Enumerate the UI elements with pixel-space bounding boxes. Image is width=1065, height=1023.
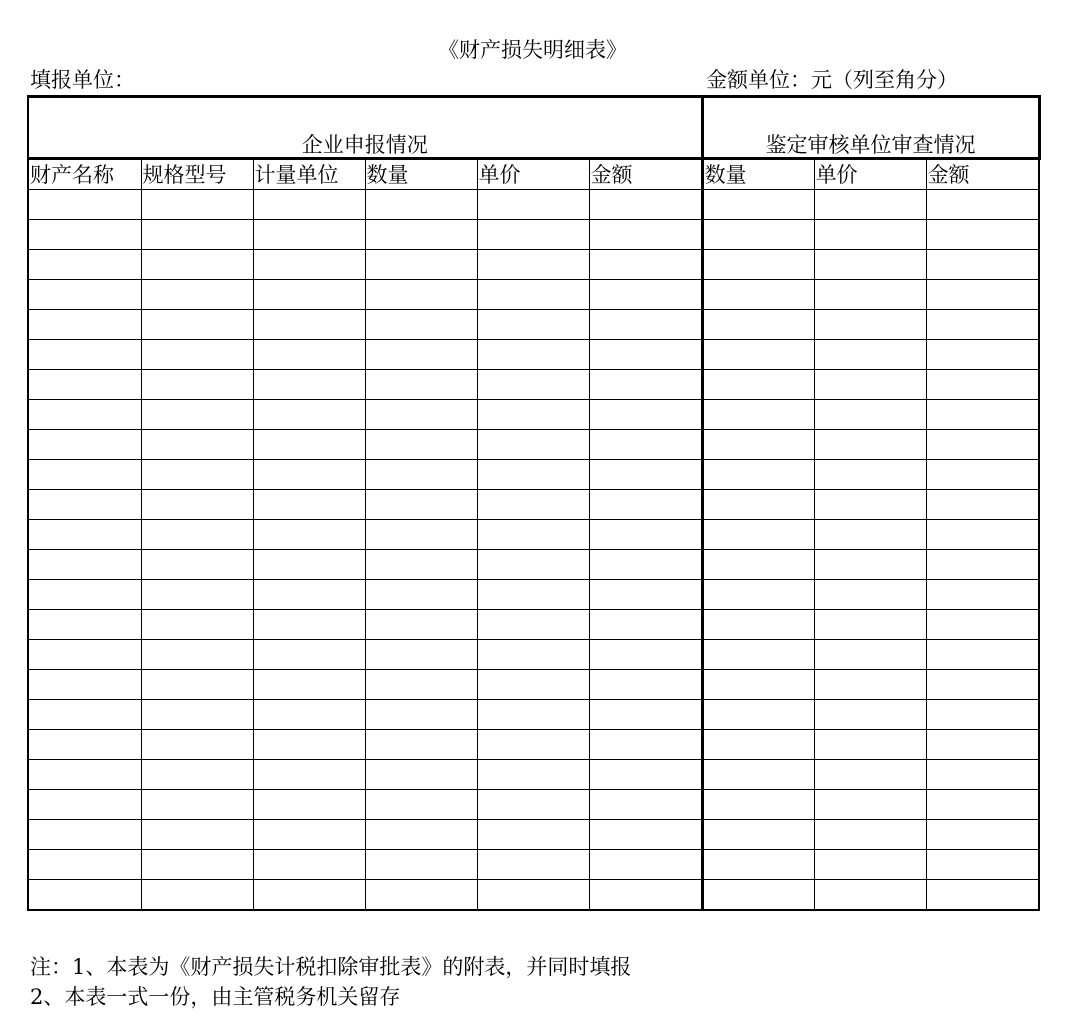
table-cell[interactable] bbox=[28, 250, 141, 280]
table-cell[interactable] bbox=[702, 850, 814, 880]
table-cell[interactable] bbox=[141, 580, 253, 610]
table-cell[interactable] bbox=[926, 460, 1039, 490]
table-cell[interactable] bbox=[141, 730, 253, 760]
table-cell[interactable] bbox=[141, 310, 253, 340]
table-cell[interactable] bbox=[589, 310, 702, 340]
table-cell[interactable] bbox=[253, 760, 365, 790]
table-cell[interactable] bbox=[253, 790, 365, 820]
table-cell[interactable] bbox=[28, 310, 141, 340]
table-row bbox=[28, 790, 1039, 820]
table-cell[interactable] bbox=[814, 550, 926, 580]
table-cell[interactable] bbox=[28, 670, 141, 700]
footnotes bbox=[30, 952, 631, 1012]
table-row bbox=[28, 550, 1039, 580]
table-cell[interactable] bbox=[365, 310, 477, 340]
table-cell[interactable] bbox=[477, 520, 589, 550]
table-cell[interactable] bbox=[702, 730, 814, 760]
table-cell[interactable] bbox=[702, 610, 814, 640]
table-cell[interactable] bbox=[28, 490, 141, 520]
table-cell[interactable] bbox=[253, 430, 365, 460]
table-cell[interactable] bbox=[926, 850, 1039, 880]
table-cell[interactable] bbox=[141, 280, 253, 310]
table-cell[interactable] bbox=[702, 250, 814, 280]
column-header-amount: 金额 bbox=[589, 159, 702, 190]
table-cell[interactable] bbox=[28, 280, 141, 310]
table-cell[interactable] bbox=[253, 640, 365, 670]
table-cell[interactable] bbox=[253, 310, 365, 340]
table-cell[interactable] bbox=[702, 370, 814, 400]
table-cell[interactable] bbox=[926, 760, 1039, 790]
table-cell[interactable] bbox=[814, 490, 926, 520]
table-cell[interactable] bbox=[814, 850, 926, 880]
table-cell[interactable] bbox=[589, 610, 702, 640]
table-cell[interactable] bbox=[589, 640, 702, 670]
table-row bbox=[28, 220, 1039, 250]
column-header-unit: 计量单位 bbox=[253, 159, 365, 190]
table-cell[interactable] bbox=[702, 400, 814, 430]
table-cell[interactable] bbox=[28, 760, 141, 790]
table-cell[interactable] bbox=[589, 220, 702, 250]
table-cell[interactable] bbox=[589, 340, 702, 370]
table-cell[interactable] bbox=[589, 370, 702, 400]
table-cell[interactable] bbox=[589, 460, 702, 490]
table-cell[interactable] bbox=[702, 700, 814, 730]
column-header-spec-model: 规格型号 bbox=[141, 159, 253, 190]
table-cell[interactable] bbox=[253, 190, 365, 220]
table-cell[interactable] bbox=[702, 190, 814, 220]
table-cell[interactable] bbox=[702, 460, 814, 490]
table-cell[interactable] bbox=[814, 520, 926, 550]
table-cell[interactable] bbox=[702, 880, 814, 911]
column-header-quantity: 数量 bbox=[365, 159, 477, 190]
table-cell[interactable] bbox=[141, 370, 253, 400]
table-cell[interactable] bbox=[365, 790, 477, 820]
table-cell[interactable] bbox=[477, 310, 589, 340]
table-cell[interactable] bbox=[253, 460, 365, 490]
table-cell[interactable] bbox=[814, 760, 926, 790]
table-cell[interactable] bbox=[28, 340, 141, 370]
table-row bbox=[28, 640, 1039, 670]
table-cell[interactable] bbox=[28, 190, 141, 220]
group-header-enterprise: 企业申报情况 bbox=[28, 97, 702, 159]
table-cell[interactable] bbox=[814, 580, 926, 610]
table-row bbox=[28, 850, 1039, 880]
table-cell[interactable] bbox=[589, 760, 702, 790]
footnote-2: 2、本表一式一份，由主管税务机关留存 bbox=[30, 985, 401, 1009]
table-cell[interactable] bbox=[28, 580, 141, 610]
table-cell[interactable] bbox=[365, 760, 477, 790]
table-cell[interactable] bbox=[589, 550, 702, 580]
table-cell[interactable] bbox=[814, 700, 926, 730]
table-row bbox=[28, 730, 1039, 760]
table-cell[interactable] bbox=[141, 790, 253, 820]
table-cell[interactable] bbox=[926, 340, 1039, 370]
table-row bbox=[28, 700, 1039, 730]
table-cell[interactable] bbox=[477, 340, 589, 370]
table-cell[interactable] bbox=[926, 880, 1039, 911]
table-cell[interactable] bbox=[589, 730, 702, 760]
table-cell[interactable] bbox=[814, 310, 926, 340]
table-cell[interactable] bbox=[477, 220, 589, 250]
table-cell[interactable] bbox=[814, 460, 926, 490]
table-cell[interactable] bbox=[28, 370, 141, 400]
table-cell[interactable] bbox=[926, 790, 1039, 820]
table-cell[interactable] bbox=[926, 520, 1039, 550]
table-cell[interactable] bbox=[365, 430, 477, 460]
amount-unit-label: 金额单位：元（列至角分） bbox=[706, 68, 958, 92]
table-cell[interactable] bbox=[365, 700, 477, 730]
table-cell[interactable] bbox=[28, 700, 141, 730]
table-cell[interactable] bbox=[365, 610, 477, 640]
table-cell[interactable] bbox=[702, 760, 814, 790]
table-cell[interactable] bbox=[814, 400, 926, 430]
table-cell[interactable] bbox=[814, 730, 926, 760]
table-cell[interactable] bbox=[589, 490, 702, 520]
table-cell[interactable] bbox=[814, 280, 926, 310]
table-cell[interactable] bbox=[477, 460, 589, 490]
table-cell[interactable] bbox=[477, 850, 589, 880]
table-cell[interactable] bbox=[702, 550, 814, 580]
table-cell[interactable] bbox=[814, 880, 926, 911]
table-cell[interactable] bbox=[141, 610, 253, 640]
table-cell[interactable] bbox=[814, 790, 926, 820]
table-row bbox=[28, 250, 1039, 280]
table-cell[interactable] bbox=[477, 820, 589, 850]
table-cell[interactable] bbox=[28, 220, 141, 250]
table-cell[interactable] bbox=[702, 820, 814, 850]
table-cell[interactable] bbox=[814, 610, 926, 640]
table-cell[interactable] bbox=[141, 400, 253, 430]
table-cell[interactable] bbox=[814, 370, 926, 400]
footnote-1: 注：1、本表为《财产损失计税扣除审批表》的附表，并同时填报 bbox=[30, 955, 632, 979]
table-cell[interactable] bbox=[926, 610, 1039, 640]
table-row bbox=[28, 820, 1039, 850]
table-cell[interactable] bbox=[814, 220, 926, 250]
table-cell[interactable] bbox=[702, 520, 814, 550]
table-cell[interactable] bbox=[28, 550, 141, 580]
column-header-unit-price: 单价 bbox=[477, 159, 589, 190]
table-cell[interactable] bbox=[589, 520, 702, 550]
table-cell[interactable] bbox=[141, 490, 253, 520]
table-cell[interactable] bbox=[28, 640, 141, 670]
table-cell[interactable] bbox=[477, 550, 589, 580]
table-cell[interactable] bbox=[28, 820, 141, 850]
table-cell[interactable] bbox=[477, 190, 589, 220]
table-cell[interactable] bbox=[365, 880, 477, 911]
table-cell[interactable] bbox=[141, 700, 253, 730]
table-cell[interactable] bbox=[253, 820, 365, 850]
table-cell[interactable] bbox=[926, 220, 1039, 250]
table-cell[interactable] bbox=[253, 550, 365, 580]
table-cell[interactable] bbox=[814, 670, 926, 700]
table-cell[interactable] bbox=[365, 850, 477, 880]
table-row bbox=[28, 280, 1039, 310]
table-cell[interactable] bbox=[702, 580, 814, 610]
table-cell[interactable] bbox=[926, 490, 1039, 520]
table-cell[interactable] bbox=[814, 640, 926, 670]
table-cell[interactable] bbox=[589, 790, 702, 820]
column-header-property-name: 财产名称 bbox=[28, 159, 141, 190]
table-cell[interactable] bbox=[365, 730, 477, 760]
table-cell[interactable] bbox=[814, 430, 926, 460]
table-cell[interactable] bbox=[253, 250, 365, 280]
table-cell[interactable] bbox=[365, 340, 477, 370]
table-cell[interactable] bbox=[926, 700, 1039, 730]
table-cell[interactable] bbox=[253, 340, 365, 370]
table-cell[interactable] bbox=[365, 460, 477, 490]
table-cell[interactable] bbox=[589, 430, 702, 460]
table-row bbox=[28, 400, 1039, 430]
table-cell[interactable] bbox=[365, 520, 477, 550]
table-row bbox=[28, 370, 1039, 400]
table-cell[interactable] bbox=[589, 820, 702, 850]
table-cell[interactable] bbox=[253, 670, 365, 700]
table-row bbox=[28, 880, 1039, 911]
column-header-appraisal-amount: 金额 bbox=[926, 159, 1039, 190]
table-cell[interactable] bbox=[28, 790, 141, 820]
table-cell[interactable] bbox=[477, 790, 589, 820]
group-header-appraisal: 鉴定审核单位审查情况 bbox=[702, 97, 1039, 159]
table-cell[interactable] bbox=[28, 730, 141, 760]
table-cell[interactable] bbox=[253, 490, 365, 520]
table-cell[interactable] bbox=[477, 670, 589, 700]
table-cell[interactable] bbox=[477, 760, 589, 790]
table-row bbox=[28, 460, 1039, 490]
table-cell[interactable] bbox=[141, 430, 253, 460]
table-cell[interactable] bbox=[253, 520, 365, 550]
table-cell[interactable] bbox=[814, 190, 926, 220]
table-cell[interactable] bbox=[141, 670, 253, 700]
table-cell[interactable] bbox=[141, 760, 253, 790]
table-cell[interactable] bbox=[477, 730, 589, 760]
table-row bbox=[28, 580, 1039, 610]
table-cell[interactable] bbox=[141, 640, 253, 670]
table-cell[interactable] bbox=[477, 490, 589, 520]
table-cell[interactable] bbox=[477, 370, 589, 400]
table-cell[interactable] bbox=[589, 400, 702, 430]
table-cell[interactable] bbox=[365, 190, 477, 220]
table-cell[interactable] bbox=[589, 280, 702, 310]
table-cell[interactable] bbox=[141, 880, 253, 911]
table-cell[interactable] bbox=[926, 640, 1039, 670]
table-cell[interactable] bbox=[365, 580, 477, 610]
table-cell[interactable] bbox=[365, 550, 477, 580]
table-cell[interactable] bbox=[141, 190, 253, 220]
table-cell[interactable] bbox=[477, 580, 589, 610]
table-cell[interactable] bbox=[28, 400, 141, 430]
table-cell[interactable] bbox=[365, 250, 477, 280]
table-row bbox=[28, 430, 1039, 460]
column-header-appraisal-unit-price: 单价 bbox=[814, 159, 926, 190]
table-cell[interactable] bbox=[477, 640, 589, 670]
table-cell[interactable] bbox=[702, 280, 814, 310]
table-cell[interactable] bbox=[253, 610, 365, 640]
table-cell[interactable] bbox=[926, 820, 1039, 850]
table-cell[interactable] bbox=[253, 730, 365, 760]
table-cell[interactable] bbox=[477, 700, 589, 730]
filler-unit-label: 填报单位： bbox=[30, 68, 135, 92]
table-cell[interactable] bbox=[365, 640, 477, 670]
table-cell[interactable] bbox=[814, 820, 926, 850]
property-loss-table bbox=[27, 95, 1041, 911]
table-cell[interactable] bbox=[477, 430, 589, 460]
table-cell[interactable] bbox=[253, 880, 365, 911]
table-cell[interactable] bbox=[141, 850, 253, 880]
table-cell[interactable] bbox=[28, 460, 141, 490]
table-cell[interactable] bbox=[477, 400, 589, 430]
table-cell[interactable] bbox=[589, 670, 702, 700]
table-cell[interactable] bbox=[926, 730, 1039, 760]
table-cell[interactable] bbox=[926, 280, 1039, 310]
table-row bbox=[28, 490, 1039, 520]
table-cell[interactable] bbox=[702, 340, 814, 370]
table-row bbox=[28, 670, 1039, 700]
table-cell[interactable] bbox=[814, 250, 926, 280]
table-cell[interactable] bbox=[477, 610, 589, 640]
table-cell[interactable] bbox=[28, 610, 141, 640]
column-header-appraisal-quantity: 数量 bbox=[702, 159, 814, 190]
table-cell[interactable] bbox=[365, 400, 477, 430]
table-cell[interactable] bbox=[141, 250, 253, 280]
table-cell[interactable] bbox=[365, 220, 477, 250]
table-cell[interactable] bbox=[702, 310, 814, 340]
form-title: 《财产损失明细表》 bbox=[438, 38, 627, 62]
table-cell[interactable] bbox=[926, 670, 1039, 700]
table-cell[interactable] bbox=[589, 700, 702, 730]
table-cell[interactable] bbox=[814, 340, 926, 370]
table-cell[interactable] bbox=[702, 640, 814, 670]
table-row bbox=[28, 340, 1039, 370]
table-cell[interactable] bbox=[477, 250, 589, 280]
table-cell[interactable] bbox=[141, 550, 253, 580]
table-cell[interactable] bbox=[926, 370, 1039, 400]
table-cell[interactable] bbox=[926, 310, 1039, 340]
table-cell[interactable] bbox=[141, 820, 253, 850]
table-cell[interactable] bbox=[926, 250, 1039, 280]
table-cell[interactable] bbox=[253, 580, 365, 610]
table-cell[interactable] bbox=[365, 280, 477, 310]
table-cell[interactable] bbox=[253, 400, 365, 430]
table-cell[interactable] bbox=[926, 190, 1039, 220]
table-cell[interactable] bbox=[926, 580, 1039, 610]
table-cell[interactable] bbox=[702, 490, 814, 520]
table-row bbox=[28, 610, 1039, 640]
table-cell[interactable] bbox=[589, 250, 702, 280]
table-cell[interactable] bbox=[926, 430, 1039, 460]
table-cell[interactable] bbox=[702, 670, 814, 700]
table-row bbox=[28, 310, 1039, 340]
table-row bbox=[28, 190, 1039, 220]
table-cell[interactable] bbox=[28, 850, 141, 880]
table-cell[interactable] bbox=[253, 700, 365, 730]
table-cell[interactable] bbox=[702, 220, 814, 250]
table-cell[interactable] bbox=[589, 190, 702, 220]
table-cell[interactable] bbox=[253, 370, 365, 400]
table-cell[interactable] bbox=[253, 280, 365, 310]
table-cell[interactable] bbox=[28, 880, 141, 911]
table-cell[interactable] bbox=[589, 580, 702, 610]
table-row bbox=[28, 520, 1039, 550]
table-cell[interactable] bbox=[477, 280, 589, 310]
table-cell[interactable] bbox=[141, 460, 253, 490]
table-cell[interactable] bbox=[926, 400, 1039, 430]
table-cell[interactable] bbox=[141, 340, 253, 370]
table-cell[interactable] bbox=[141, 520, 253, 550]
table-cell[interactable] bbox=[702, 430, 814, 460]
table-cell[interactable] bbox=[589, 880, 702, 911]
table-cell[interactable] bbox=[253, 220, 365, 250]
table-cell[interactable] bbox=[926, 550, 1039, 580]
table-cell[interactable] bbox=[365, 370, 477, 400]
table-cell[interactable] bbox=[141, 220, 253, 250]
table-cell[interactable] bbox=[253, 850, 365, 880]
table-cell[interactable] bbox=[589, 850, 702, 880]
table-cell[interactable] bbox=[702, 790, 814, 820]
table-cell[interactable] bbox=[365, 490, 477, 520]
table-cell[interactable] bbox=[365, 670, 477, 700]
table-cell[interactable] bbox=[28, 430, 141, 460]
table-cell[interactable] bbox=[477, 880, 589, 911]
table-cell[interactable] bbox=[28, 520, 141, 550]
table-row bbox=[28, 760, 1039, 790]
table-cell[interactable] bbox=[365, 820, 477, 850]
